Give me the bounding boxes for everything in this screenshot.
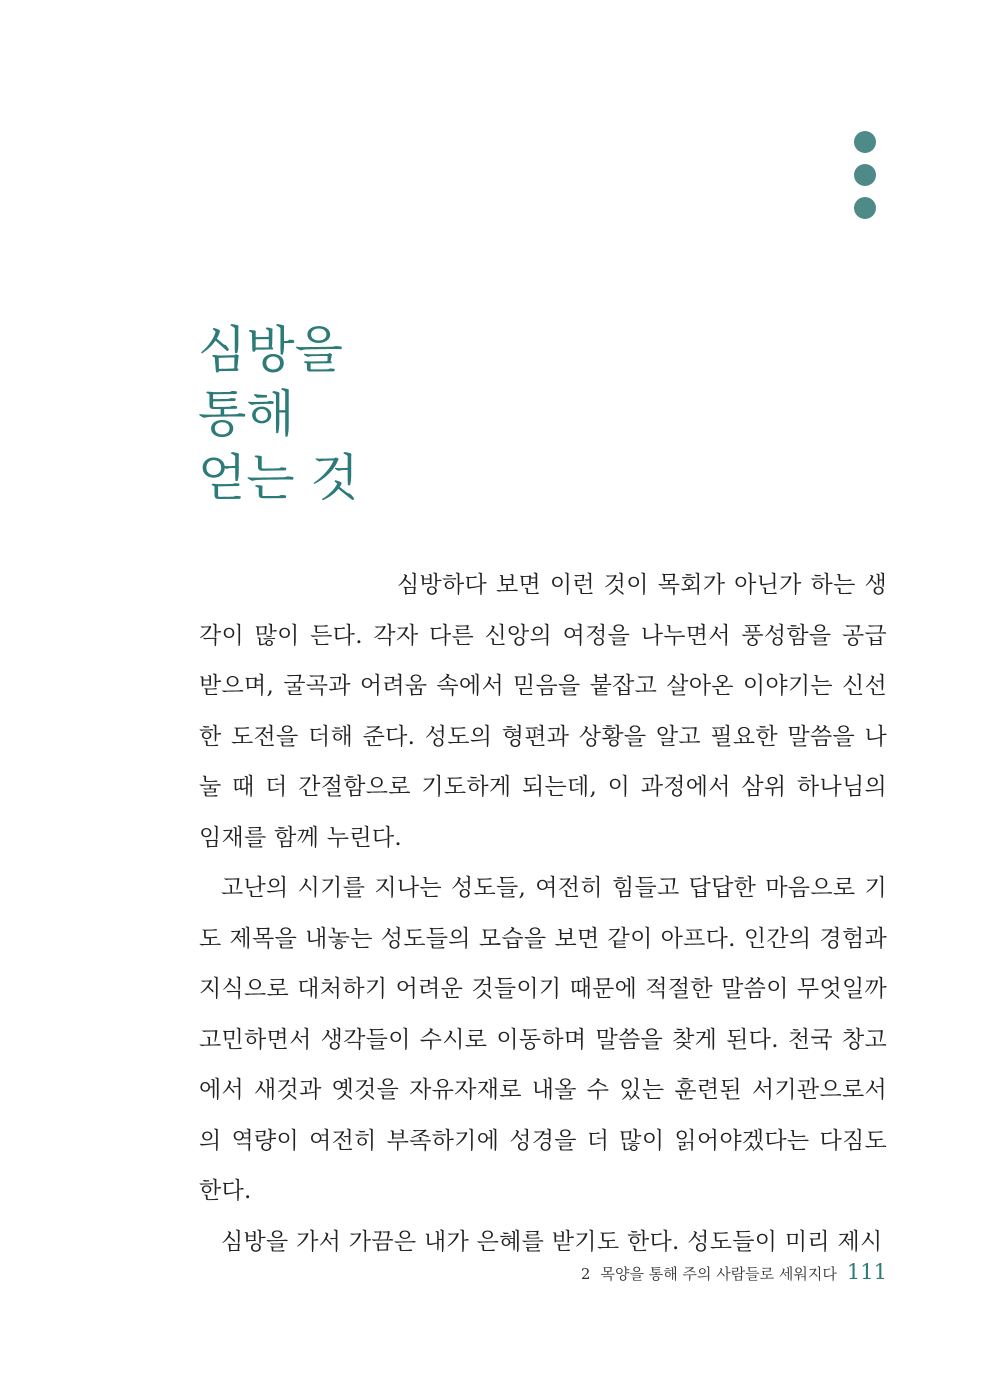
body-text	[199, 560, 887, 1267]
dot	[854, 164, 876, 186]
chapter-title: 목양을 통해 주의 사람들로 세워지다	[600, 1265, 837, 1283]
chapter-number: 2	[580, 1265, 591, 1283]
title-line: 심방을	[198, 321, 343, 379]
paragraph: 심방하다 보면 이런 것이 목회가 아닌가 하는 생각이 많이 든다. 각자 다른 신앙의 여정을 나누면서 풍성함을 공급 받으며, 굴곡과 어려움 속에서 믿음을 붙잡고 살아온 이야기는 신선한 도전을 더해 준다. 성도의 형편과 상황을 알고 필요한 말씀을 나눌 때 더 간절함으로 기도하게 되는데, 이 과정에서 삼위 하나님의 임재를 함께 누린다.	[199, 572, 887, 851]
dot	[854, 197, 876, 219]
dot	[854, 131, 876, 153]
page-footer	[581, 1260, 887, 1284]
page-number: 111	[846, 1260, 887, 1284]
paragraph: 심방을 가서 가끔은 내가 은혜를 받기도 한다. 성도들이 미리 제시	[221, 1228, 883, 1255]
title-line: 얻는 것	[198, 449, 359, 507]
chapter-section-title	[198, 318, 359, 510]
three-dots-icon	[854, 131, 876, 230]
paragraph: 고난의 시기를 지나는 성도들, 여전히 힘들고 답답한 마음으로 기도 제목을 내놓는 성도들의 모습을 보면 같이 아프다. 인간의 경험과 지식으로 대처하기 어려운 것들이기 때문에 적절한 말씀이 무엇일까 고민하면서 생각들이 수시로 이동하며 말씀을 찾게 된다. 천국 창고에서 새것과 옛것을 자유자재로 내올 수 있는 훈련된 서기관으로서의 역량이 여전히 부족하기에 성경을 더 많이 읽어야겠다는 다짐도 한다.	[199, 875, 887, 1204]
title-line: 통해	[198, 385, 295, 443]
